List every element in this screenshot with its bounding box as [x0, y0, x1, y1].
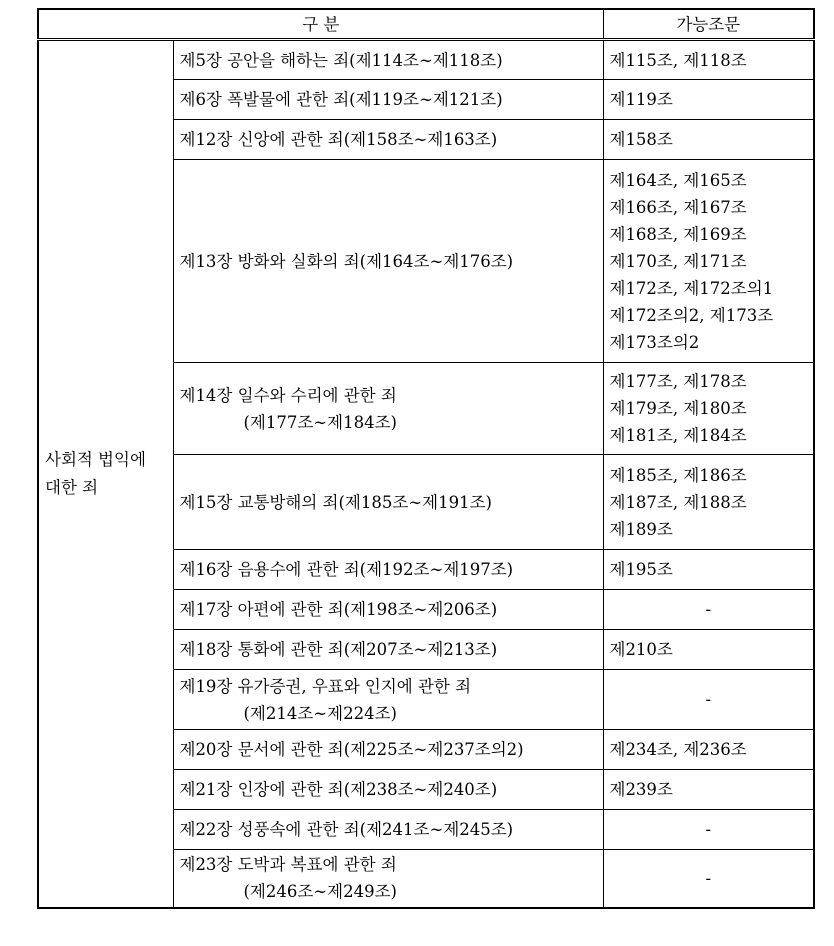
chapter-title: 제20장 문서에 관한 죄(제225조∼제237조의2): [179, 740, 524, 759]
article-line: -: [705, 600, 712, 619]
chapter-cell: [173, 810, 603, 850]
article-line: 제185조, 제186조: [609, 465, 747, 485]
article-line: 제172조, 제172조의1: [609, 278, 774, 298]
articles-cell: [603, 850, 814, 908]
chapter-cell: [173, 363, 603, 455]
chapter-title: 제5장 공안을 해하는 죄(제114조∼제118조): [179, 50, 503, 70]
article-line: 제210조: [609, 640, 673, 659]
article-line: 제181조, 제184조: [609, 426, 747, 445]
articles-cell: [603, 590, 814, 630]
chapter-cell: [173, 120, 603, 160]
table-row: [38, 40, 814, 80]
chapter-title: 제13장 방화와 실화의 죄(제164조∼제176조): [179, 251, 514, 271]
header-articles: 가능조문: [603, 9, 814, 40]
category-label-line2: 대한 죄: [45, 477, 99, 497]
header-row: [38, 9, 814, 40]
articles-cell: [603, 810, 814, 850]
article-line: 제170조, 제171조: [609, 251, 747, 271]
articles-cell: [603, 160, 814, 363]
article-line: 제115조, 제118조: [609, 50, 747, 70]
chapter-cell: [173, 550, 603, 590]
article-line: 제158조: [609, 130, 673, 149]
articles-cell: [603, 630, 814, 670]
article-line: -: [705, 868, 712, 888]
article-line: 제234조, 제236조: [609, 740, 747, 759]
article-line: 제187조, 제188조: [609, 492, 747, 512]
article-line: 제119조: [609, 90, 673, 109]
category-label-line1: 사회적 법익에: [45, 449, 146, 469]
chapter-cell: [173, 160, 603, 363]
chapter-title: 제12장 신앙에 관한 죄(제158조∼제163조): [179, 130, 498, 149]
chapter-title: 제21장 인장에 관한 죄(제238조∼제240조): [179, 780, 498, 799]
article-line: 제239조: [609, 780, 673, 799]
chapter-cell: [173, 670, 603, 730]
chapter-cell: [173, 730, 603, 770]
article-line: 제172조의2, 제173조: [609, 305, 774, 325]
articles-cell: [603, 770, 814, 810]
article-line: 제189조: [609, 519, 673, 539]
chapter-cell: [173, 80, 603, 120]
article-line: 제166조, 제167조: [609, 197, 747, 217]
chapter-range: (제214조∼제224조): [243, 703, 397, 723]
articles-cell: [603, 550, 814, 590]
article-line: 제173조의2: [609, 332, 700, 352]
articles-cell: [603, 363, 814, 455]
chapter-cell: [173, 850, 603, 908]
article-line: 제195조: [609, 560, 673, 579]
category-cell: [38, 40, 173, 908]
article-line: 제168조, 제169조: [609, 224, 747, 244]
chapter-cell: [173, 455, 603, 550]
chapter-title: 제14장 일수와 수리에 관한 죄: [179, 385, 397, 405]
chapter-title: 제17장 아편에 관한 죄(제198조∼제206조): [179, 600, 498, 619]
chapter-range: (제177조∼제184조): [243, 412, 397, 432]
chapter-title: 제23장 도박과 복표에 관한 죄: [179, 855, 397, 875]
articles-cell: [603, 455, 814, 550]
chapter-title: 제18장 통화에 관한 죄(제207조∼제213조): [179, 640, 498, 659]
chapter-title: 제16장 음용수에 관한 죄(제192조∼제197조): [179, 560, 514, 579]
articles-cell: [603, 670, 814, 730]
chapter-title: 제19장 유가증권, 우표와 인지에 관한 죄: [179, 676, 472, 696]
chapter-cell: [173, 770, 603, 810]
chapter-cell: [173, 40, 603, 80]
articles-cell: [603, 730, 814, 770]
article-line: 제177조, 제178조: [609, 372, 747, 391]
articles-cell: [603, 80, 814, 120]
articles-cell: [603, 40, 814, 80]
law-articles-table: [37, 8, 815, 909]
article-line: 제179조, 제180조: [609, 399, 747, 418]
articles-cell: [603, 120, 814, 160]
header-division: 구 분: [38, 9, 603, 40]
chapter-title: 제22장 성풍속에 관한 죄(제241조∼제245조): [179, 820, 514, 839]
chapter-cell: [173, 590, 603, 630]
article-line: 제164조, 제165조: [609, 170, 747, 190]
article-line: -: [705, 820, 712, 839]
chapter-title: 제15장 교통방해의 죄(제185조∼제191조): [179, 492, 492, 512]
article-line: -: [705, 690, 712, 709]
chapter-cell: [173, 630, 603, 670]
chapter-title: 제6장 폭발물에 관한 죄(제119조∼제121조): [179, 90, 503, 109]
chapter-range: (제246조∼제249조): [243, 882, 397, 902]
